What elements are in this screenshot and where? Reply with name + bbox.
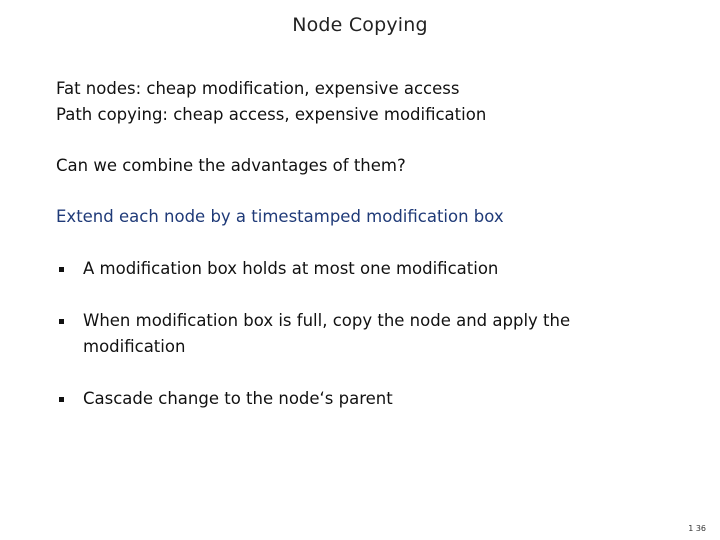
bullet-item xyxy=(56,386,656,412)
bullet-list xyxy=(56,256,656,438)
page-number: 1 36 xyxy=(688,524,706,533)
bullet-text: Cascade change to the node‘s parent xyxy=(83,389,393,408)
bullet-item xyxy=(56,256,656,282)
bullet-marker-icon xyxy=(59,267,64,272)
bullet-text: When modification box is full, copy the node and apply the modification xyxy=(83,311,571,356)
intro-lines xyxy=(56,76,486,128)
bullet-item xyxy=(56,308,656,360)
intro-line-path-copying: Path copying: cheap access, expensive modification xyxy=(56,105,487,124)
intro-line-fat-nodes: Fat nodes: cheap modification, expensive access xyxy=(56,79,460,98)
accent-heading: Extend each node by a timestamped modification box xyxy=(56,207,504,226)
question-text: Can we combine the advantages of them? xyxy=(56,156,406,175)
slide-title: Node Copying xyxy=(292,14,428,36)
bullet-marker-icon xyxy=(59,319,64,324)
bullet-text: A modification box holds at most one modification xyxy=(83,259,499,278)
bullet-marker-icon xyxy=(59,397,64,402)
